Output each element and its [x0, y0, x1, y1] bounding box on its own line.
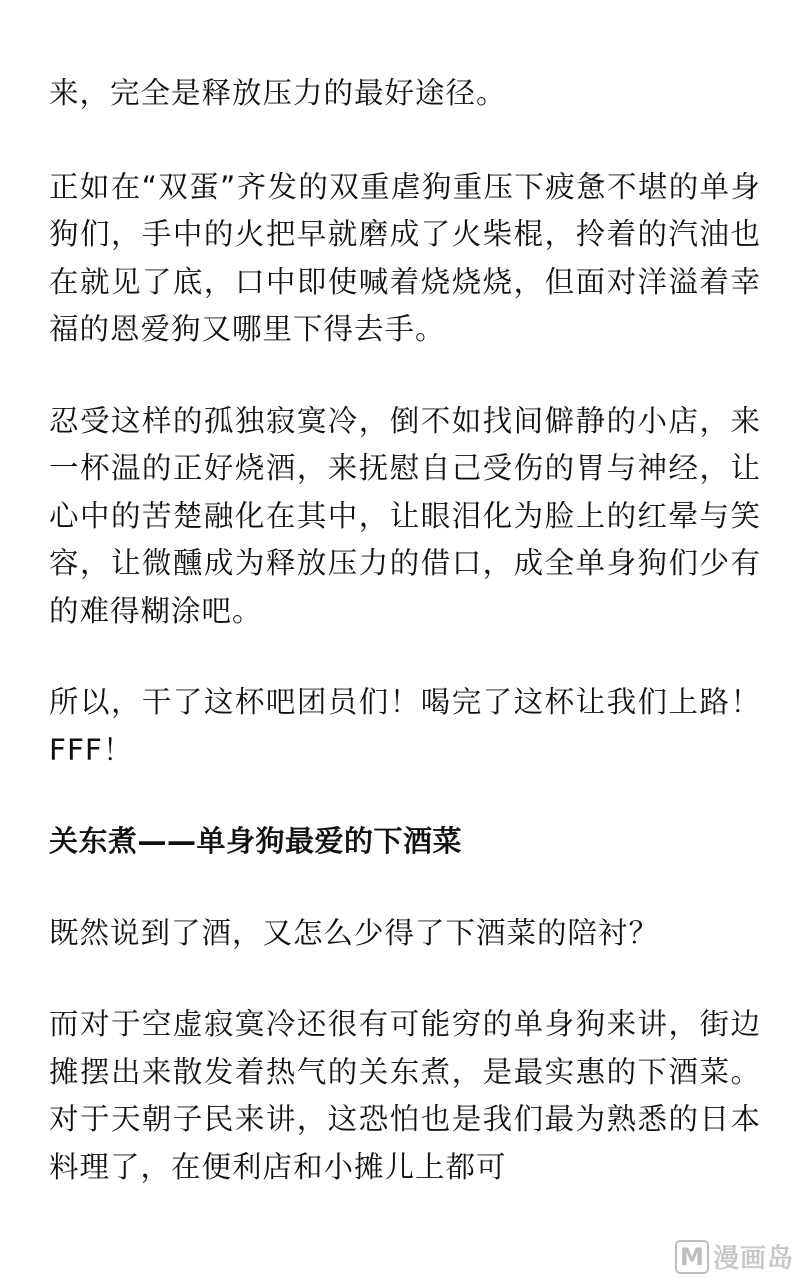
- paragraph-intro: 来，完全是释放压力的最好途径。: [49, 76, 507, 110]
- article-body: [49, 70, 761, 1235]
- paragraph-single-dogs: 正如在“双蛋”齐发的双重虐狗重压下疲惫不堪的单身狗们，手中的火把早就磨成了火柴棍，拎着的汽油也在就见了底，口中即使喊着烧烧烧，但面对洋溢着幸福的恩爱狗又哪里下得去手。: [49, 169, 761, 346]
- watermark-text: 漫画岛: [712, 1244, 794, 1274]
- paragraph-snacks: 既然说到了酒，又怎么少得了下酒菜的陪衬？: [49, 915, 660, 950]
- section-heading: 关东煮——单身狗最爱的下酒菜: [49, 824, 463, 858]
- watermark-logo-icon: M: [675, 1240, 709, 1274]
- paragraph-oden: 而对于空虚寂寞冷还很有可能穷的单身狗来讲，街边摊摆出来散发着热气的关东煮，是最实惠的下酒菜。对于天朝子民来讲，这恐怕也是我们最为熟悉的日本料理了，在便利店和小摊儿上都可: [49, 1007, 761, 1184]
- paragraph-loneliness: 忍受这样的孤独寂寞冷，倒不如找间僻静的小店，来一杯温的正好烧酒，来抚慰自己受伤的胃与神经，让心中的苦楚融化在其中，让眼泪化为脸上的红晕与笑容，让微醺成为释放压力的借口，成全单身狗们少有的难得糊涂吧。: [49, 403, 761, 628]
- paragraph-toast: 所以，干了这杯吧团员们！喝完了这杯让我们上路！FFF！: [49, 685, 761, 767]
- site-watermark: [675, 1238, 794, 1275]
